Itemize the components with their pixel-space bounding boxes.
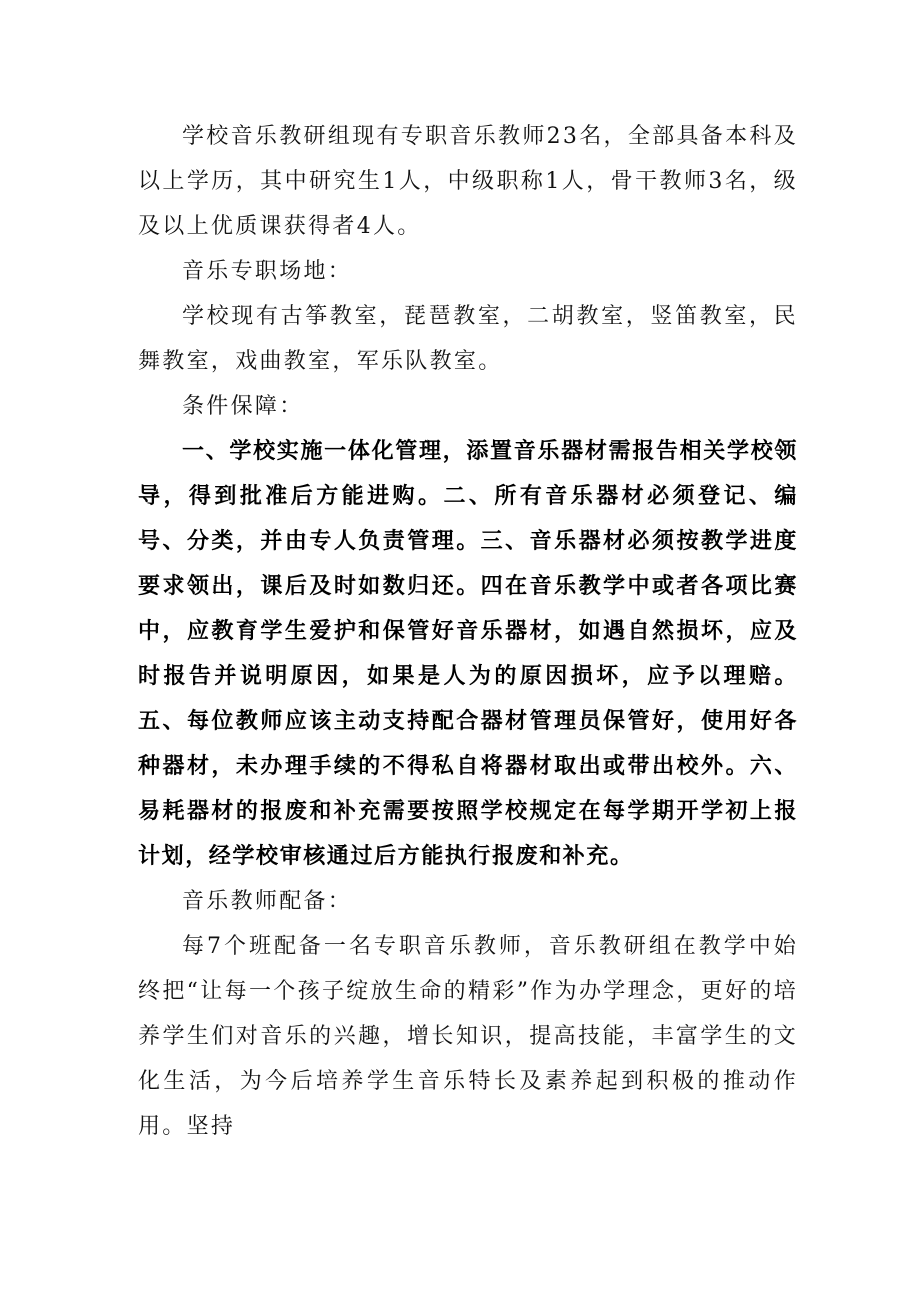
document-body bbox=[138, 114, 798, 1149]
heading-teacher-allocation: 音乐教师配备： bbox=[182, 889, 353, 914]
paragraph-conditions: 一、学校实施一体化管理，添置音乐器材需报告相关学校领导，得到批准后方能进购。二、所有音乐器材必须登记、编号、分类，并由专人负责管理。三、音乐器材必须按教学进度要求领出，课后及时如数归还。四在音乐教学中或者各项比赛中，应教育学生爱护和保管好音乐器材，如遇自然损坏，应及时报告并说明原因，如果是人为的原因损坏，应予以理赔。五、每位教师应该主动支持配合器材管理员保管好，使用好各种器材，未办理手续的不得私自将器材取出或带出校外。六、易耗器材的报废和补充需要按照学校规定在每学期开学初上报计划，经学校审核通过后方能执行报废和补充。 bbox=[138, 439, 798, 869]
heading-music-venues: 音乐专职场地： bbox=[182, 259, 353, 284]
paragraph-music-venues: 学校现有古筝教室，琵琶教室，二胡教室，竖笛教室，民舞教室，戏曲教室，军乐队教室。 bbox=[138, 304, 798, 374]
paragraph-teacher-allocation: 每7个班配备一名专职音乐教师，音乐教研组在教学中始终把“让每一个孩子绽放生命的精彩”作为办学理念，更好的培养学生们对音乐的兴趣，增长知识，提高技能，丰富学生的文化生活，为今后培养学生音乐特长及素养起到积极的推动作用。坚持 bbox=[138, 934, 798, 1139]
paragraph-teacher-staff: 学校音乐教研组现有专职音乐教师23名，全部具备本科及以上学历，其中研究生1人，中级职称1人，骨干教师3名，级及以上优质课获得者4人。 bbox=[138, 124, 798, 239]
heading-conditions: 条件保障： bbox=[182, 394, 304, 419]
